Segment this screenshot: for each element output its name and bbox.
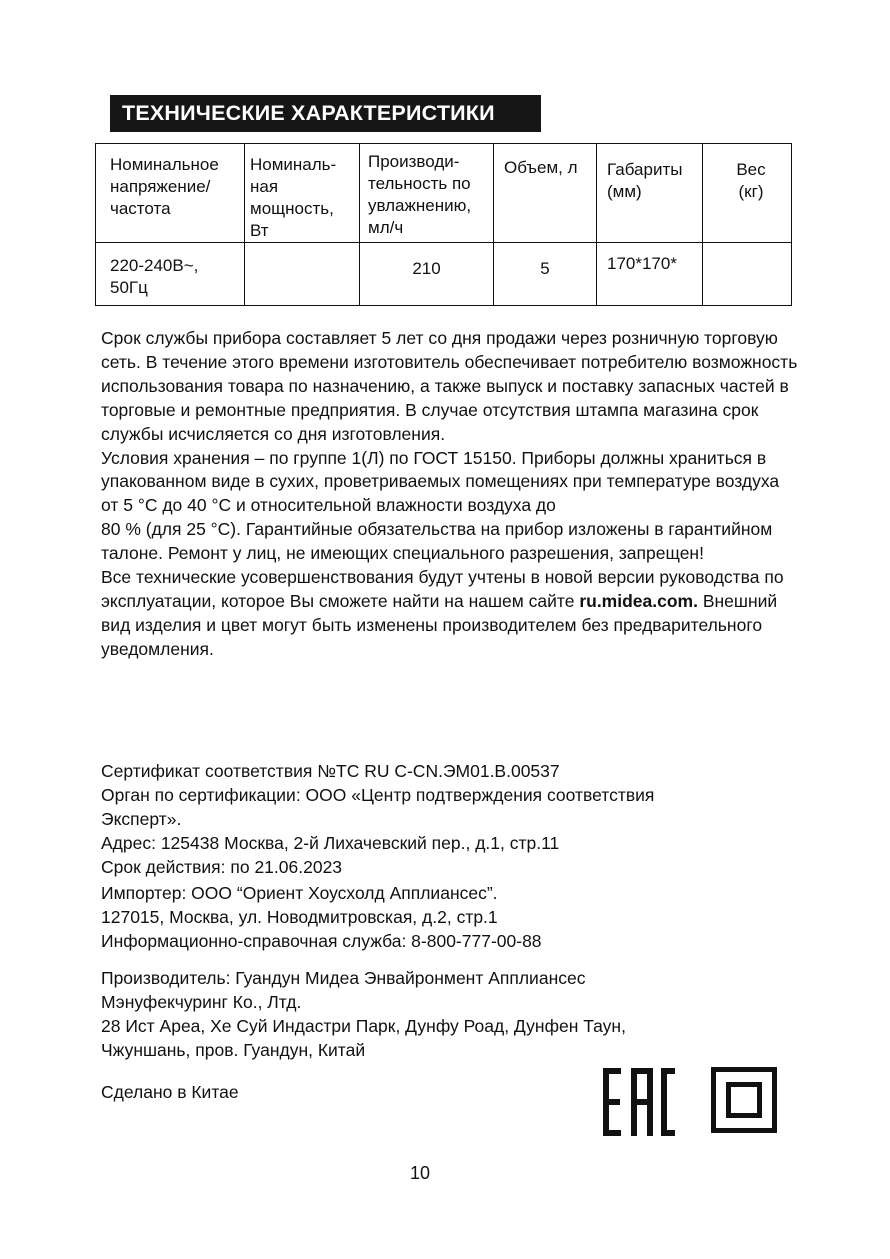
- service-life-paragraph: Срок службы прибора составляет 5 лет со дня продажи через розничную торговую сеть. В течение этого времени изготовитель обеспечивает потребителю возможность использования товара по назначению, а также выпуск и поставку запасных частей в торговые и ремонтные предприятия. В случае отсутствия штампа магазина срок службы исчисляется со дня изготовления.: [101, 328, 798, 444]
- header-output: [360, 144, 494, 243]
- header-weight-line: (кг): [738, 182, 764, 201]
- double-insulation-icon: [711, 1067, 777, 1133]
- eac-mark-icon: [603, 1068, 675, 1136]
- updates-paragraph: [101, 566, 801, 662]
- updates-text-end: Внешний вид изделия и цвет могут быть изменены производителем без предварительного уведомления.: [101, 590, 778, 659]
- made-in-country: Сделано в Китае: [101, 1082, 239, 1102]
- certification-body-cont: Эксперт».: [101, 809, 182, 829]
- cell-voltage-line: 50Гц: [110, 278, 148, 297]
- certificate-validity: Срок действия: по 21.06.2023: [101, 857, 343, 877]
- service-life-text: [101, 327, 801, 662]
- header-output-line: мл/ч: [368, 218, 404, 237]
- header-voltage-line: Номинальное: [110, 155, 219, 174]
- cell-dimensions: 170*170*: [597, 243, 703, 306]
- manufacturer-name-cont: Мэнуфекчуринг Ко., Лтд.: [101, 992, 302, 1012]
- importer-hotline: Информационно-справочная служба: 8-800-777-00-88: [101, 931, 542, 951]
- header-weight: [703, 144, 792, 243]
- manufacturer-block: [101, 966, 801, 1062]
- website-link[interactable]: ru.midea.com.: [579, 590, 698, 611]
- header-voltage: [96, 144, 245, 243]
- header-output-line: увлажнению,: [368, 196, 472, 215]
- header-voltage-line: частота: [110, 199, 171, 218]
- spec-table-row: [96, 243, 792, 306]
- header-dimensions-line: (мм): [607, 182, 642, 201]
- certification-body: Орган по сертификации: ООО «Центр подтверждения соответствия: [101, 785, 655, 805]
- certificate-block: [101, 759, 801, 879]
- section-title: ТЕХНИЧЕСКИЕ ХАРАКТЕРИСТИКИ: [110, 95, 541, 132]
- importer-name: Импортер: ООО “Ориент Хоусхолд Апплиансес”.: [101, 883, 498, 903]
- cell-power: [245, 243, 360, 306]
- header-power-line: ная: [250, 177, 279, 196]
- header-volume: [494, 144, 597, 243]
- header-weight-line: Вес: [736, 160, 766, 179]
- updates-text-start: Все технические усовершенствования будут учтены в новой версии руководства по эксплуатации, которое Вы сможете найти на нашем сайте: [101, 567, 784, 611]
- warranty-paragraph: 80 % (для 25 °С). Гарантийные обязательства на прибор изложены в гарантийном талоне. Ремонт у лиц, не имеющих специального разрешения, запрещен!: [101, 519, 773, 564]
- storage-conditions-paragraph: Условия хранения – по группе 1(Л) по ГОСТ 15150. Приборы должны храниться в упакованном виде в сухих, проветриваемых помещениях при температуре воздуха от 5 °С до 40 °С и относительной влажности воздуха до: [101, 447, 780, 516]
- importer-block: [101, 881, 801, 953]
- spec-table-header-row: [96, 144, 792, 243]
- certificate-number: Сертификат соответствия №ТС RU C-CN.ЭМ01.В.00537: [101, 761, 560, 781]
- cell-weight: [703, 243, 792, 306]
- manufacturer-address: 28 Ист Ареа, Хе Суй Индастри Парк, Дунфу Роад, Дунфен Таун,: [101, 1016, 626, 1036]
- header-power: [245, 144, 360, 243]
- cell-voltage-line: 220-240В~,: [110, 256, 199, 275]
- header-volume-label: Объем, л: [504, 158, 578, 177]
- manufacturer-address-cont: Чжуншань, пров. Гуандун, Китай: [101, 1040, 366, 1060]
- manufacturer-name: Производитель: Гуандун Мидеа Энвайронмент Апплиансес: [101, 968, 586, 988]
- importer-address: 127015, Москва, ул. Новодмитровская, д.2, стр.1: [101, 907, 498, 927]
- header-dimensions-line: Габариты: [607, 160, 683, 179]
- cell-voltage: [96, 243, 245, 306]
- header-power-line: Номиналь-: [250, 155, 337, 174]
- header-dimensions: [597, 144, 703, 243]
- header-voltage-line: напряжение/: [110, 177, 211, 196]
- cell-volume: 5: [494, 243, 597, 306]
- header-power-line: Вт: [250, 221, 269, 240]
- cell-output: 210: [360, 243, 494, 306]
- spec-table: [95, 143, 792, 306]
- page-number: 10: [409, 1163, 431, 1183]
- header-power-line: мощность,: [250, 199, 334, 218]
- header-output-line: Производи-: [368, 152, 460, 171]
- certificate-address: Адрес: 125438 Москва, 2-й Лихачевский пер., д.1, стр.11: [101, 833, 560, 853]
- header-output-line: тельность по: [368, 174, 471, 193]
